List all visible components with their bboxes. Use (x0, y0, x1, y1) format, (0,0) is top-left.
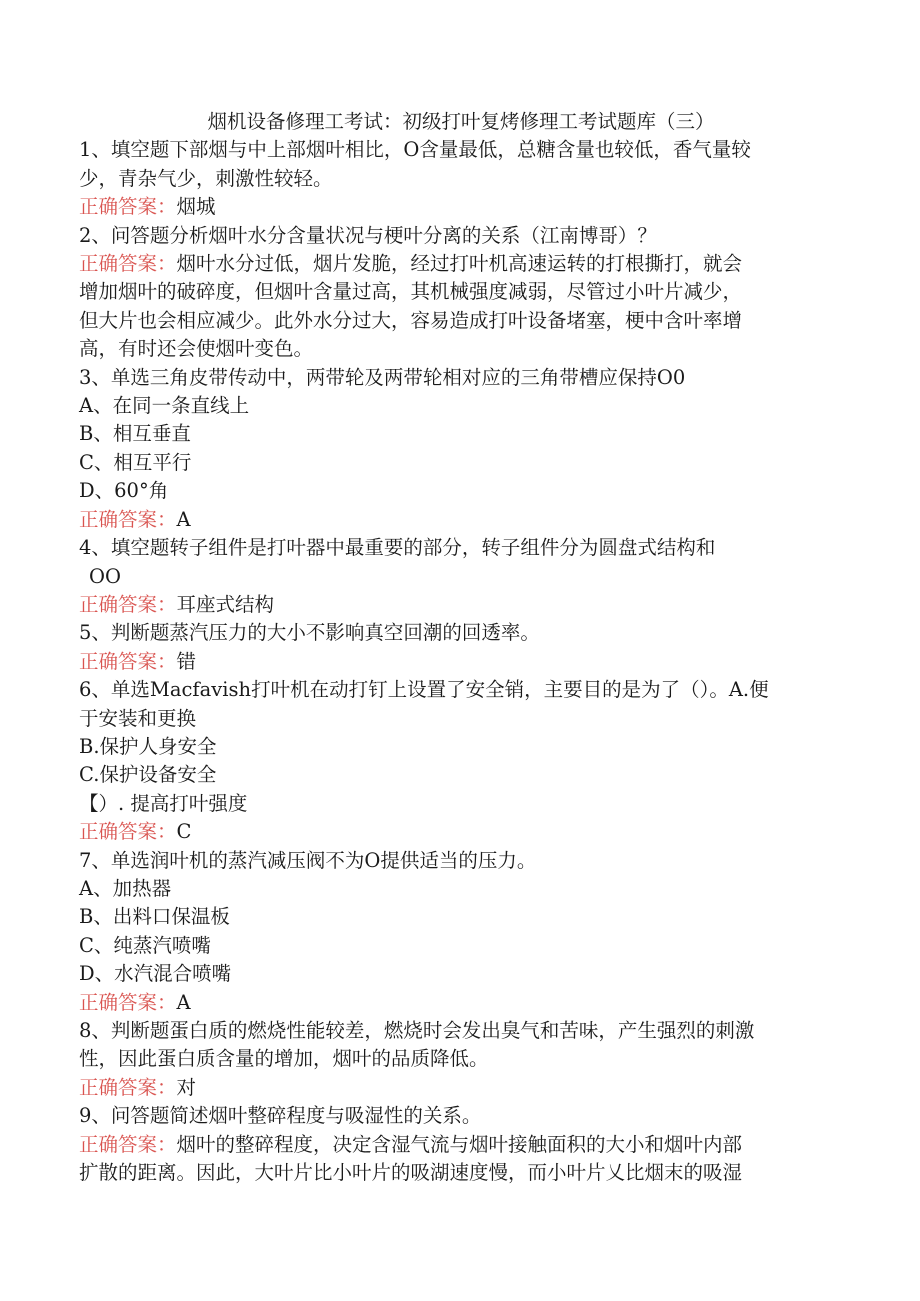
q9-answer-line-2: 扩散的距离。因此，大叶片比小叶片的吸湖速度慢，而小叶片乂比烟末的吸湿 (79, 1161, 743, 1185)
q9-question: 9、问答题简述烟叶整碎程度与吸湿性的关系。 (79, 1104, 482, 1128)
q3-answer-value: A (176, 507, 191, 531)
q1-line-2: 少，青杂气少，刺激性较轻。 (79, 166, 333, 190)
q2-answer-line-1 (79, 250, 829, 278)
answer-label: 正确答案： (79, 195, 177, 219)
q4-answer (79, 591, 829, 619)
q6-line-1: 6、单选Macfavish打叶机在动打钉上设置了安全销，主要目的是为了（）。A.便 (79, 678, 769, 702)
q3-option-a: A、在同一条直线上 (79, 394, 250, 418)
q1-answer (79, 193, 829, 221)
q7-option-b: B、出料口保温板 (79, 905, 230, 929)
q6-option-d: 【）. 提高打叶强度 (79, 791, 248, 815)
q8-answer (79, 1074, 829, 1102)
q5-question: 5、判断题蒸汽压力的大小不影响真空回潮的回透率。 (79, 621, 540, 645)
q5-answer (79, 648, 829, 676)
q7-answer (79, 989, 829, 1017)
q9-answer-text: 烟叶的整碎程度，决定含湿气流与烟叶接触面积的大小和烟叶内部 (176, 1132, 743, 1156)
q6-answer (79, 818, 829, 846)
q6-answer-value: C (176, 820, 192, 844)
q6-option-b: B.保护人身安全 (79, 734, 217, 758)
q3-option-d: D、60°角 (79, 479, 169, 503)
q2-question: 2、问答题分析烟叶水分含量状况与梗叶分离的关系（江南博哥）？ (79, 223, 657, 247)
q4-line-1: 4、填空题转子组件是打叶器中最重要的部分，转子组件分为圆盘式结构和 (79, 536, 716, 560)
q5-answer-value: 错 (176, 649, 197, 673)
q7-option-d: D、水汽混合喷嘴 (79, 962, 232, 986)
answer-label: 正确答案： (79, 1075, 177, 1099)
q3-option-b: B、相互垂直 (79, 422, 191, 446)
q3-answer (79, 506, 829, 534)
q6-option-c: C.保护设备安全 (79, 763, 217, 787)
answer-label: 正确答案： (79, 820, 177, 844)
q8-line-2: 性，因此蛋白质含量的增加，烟叶的品质降低。 (79, 1047, 489, 1071)
q1-line-1: 1、填空题下部烟与中上部烟叶相比，O含量最低，总糖含量也较低，香气量较 (79, 138, 751, 162)
q2-answer-line-2: 增加烟叶的破碎度，但烟叶含量过高，其机械强度减弱，尽管过小叶片减少， (79, 280, 743, 304)
q8-answer-value: 对 (176, 1075, 197, 1099)
q7-answer-value: A (176, 990, 191, 1014)
answer-label: 正确答案： (79, 252, 177, 276)
answer-label: 正确答案： (79, 507, 177, 531)
q7-option-c: C、纯蒸汽喷嘴 (79, 933, 211, 957)
q6-line-2: 于安装和更换 (79, 706, 197, 730)
q7-question: 7、单选润叶机的蒸汽减压阀不为O提供适当的压力。 (79, 848, 537, 872)
answer-label: 正确答案： (79, 1132, 177, 1156)
q2-answer-line-4: 高，有时还会使烟叶变色。 (79, 337, 314, 361)
q8-line-1: 8、判断题蛋白质的燃烧性能较差，燃烧时会发出臭气和苦味，产生强烈的刺激 (79, 1019, 755, 1042)
document-page (79, 108, 829, 1187)
q2-answer-line-3: 但大片也会相应减少。此外水分过大，容易造成打叶设备堵塞，梗中含叶率增 (79, 308, 743, 332)
q9-answer-line-1 (79, 1131, 829, 1159)
q4-line-2: OO (89, 564, 121, 588)
document-title: 烟机设备修理工考试：初级打叶复烤修理工考试题库（三） (207, 110, 715, 133)
q4-answer-value: 耳座式结构 (176, 592, 275, 616)
q2-answer-text: 烟叶水分过低，烟片发脆，经过打叶机高速运转的打根撕打，就会 (176, 252, 743, 276)
q1-answer-value: 烟城 (176, 195, 216, 219)
answer-label: 正确答案： (79, 649, 177, 673)
q3-question: 3、单选三角皮带传动中，两带轮及两带轮相对应的三角带槽应保持O0 (79, 365, 686, 389)
answer-label: 正确答案： (79, 592, 177, 616)
q7-option-a: A、加热器 (79, 876, 172, 900)
q3-option-c: C、相互平行 (79, 450, 192, 474)
answer-label: 正确答案： (79, 990, 177, 1014)
